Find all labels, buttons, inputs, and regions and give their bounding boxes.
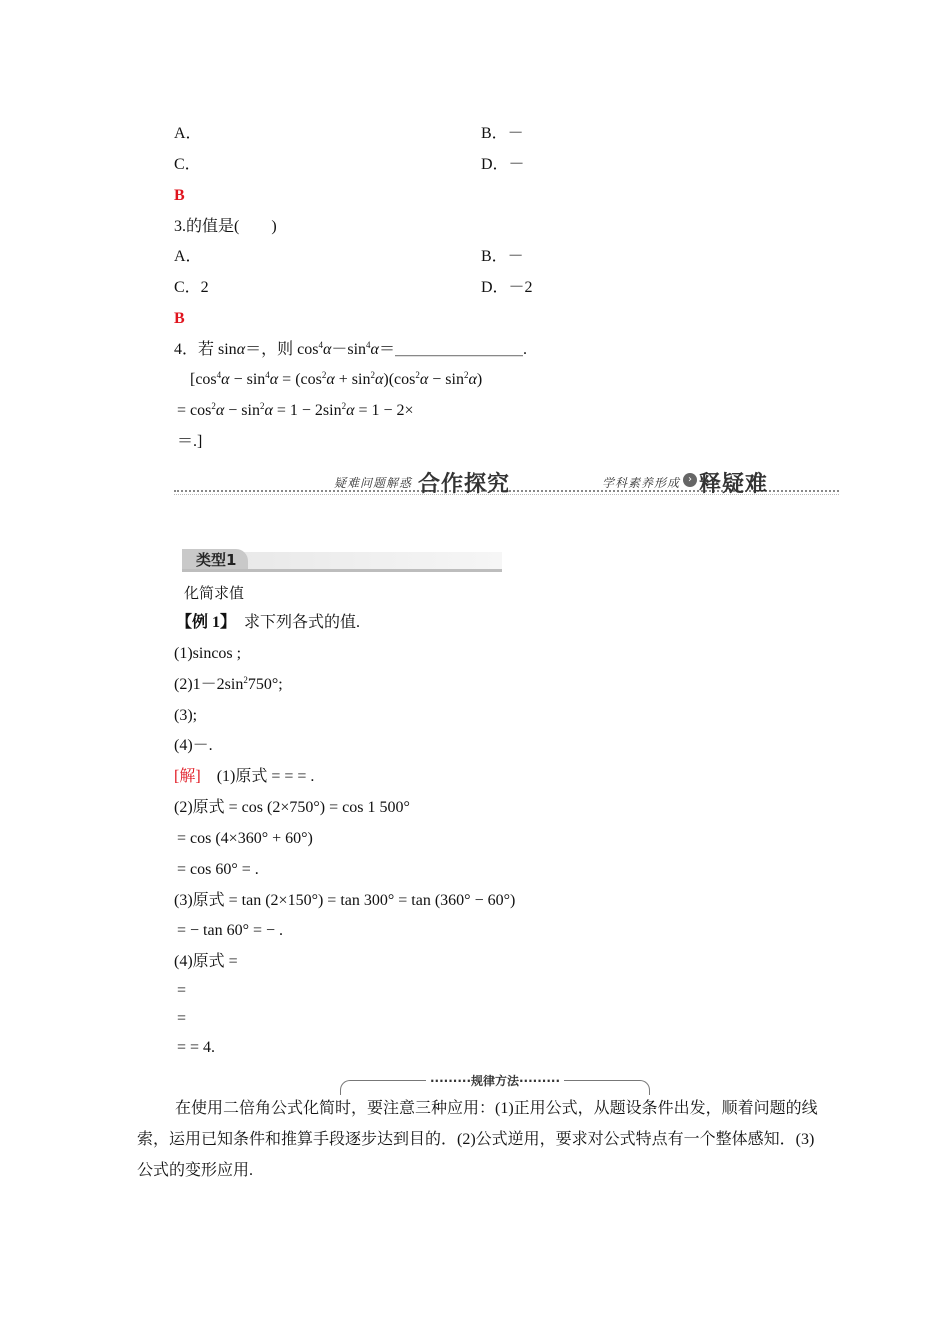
- example-label: 【例 1】: [176, 614, 229, 631]
- q2-option-b: B．－: [481, 125, 524, 142]
- example-item-1: (1)sincos ;: [174, 645, 242, 662]
- solution-line-4b: =: [177, 982, 187, 999]
- q2-option-d: D．－: [481, 156, 525, 173]
- section-banner: [174, 466, 839, 500]
- q3-option-c: C．2: [174, 279, 209, 296]
- q2-option-c: C．: [174, 156, 201, 173]
- solution-line-3b: = − tan 60° = − .: [177, 922, 284, 939]
- q4-solution-line2: = $\cos^2\alpha - \sin^2\alpha = 1 - 2\sin^2\alpha = 1 - 2\times$: [177, 401, 414, 419]
- solution-line-4a: (4)原式 =: [174, 953, 238, 970]
- q3-answer: B: [174, 310, 185, 327]
- banner-right-subtitle: 学科素养形成: [602, 476, 681, 490]
- banner-left-subtitle: 疑难问题解惑: [334, 476, 413, 490]
- chevron-right-icon: ›: [683, 473, 697, 487]
- solution-line-2a: (2)原式 = cos (2×750°) = cos 1 500°: [174, 799, 410, 816]
- solution-line-1: [解] (1)原式 = = = .: [174, 768, 315, 785]
- q4-stem: 4．若 sinα＝，则 $\cos^4\alpha-\sin^4\alpha=\_\_\_\_\_\_\_\_$.: [174, 340, 527, 358]
- solution-line-4c: =: [177, 1010, 187, 1027]
- example-item-4: (4)－.: [174, 737, 213, 754]
- q3-option-b: B．－: [481, 248, 524, 265]
- example-prompt: 求下列各式的值.: [244, 614, 361, 631]
- solution-line-3a: (3)原式 = tan (2×150°) = tan 300° = tan (360° − 60°): [174, 892, 516, 909]
- type-title: 化简求值: [184, 584, 245, 602]
- q2-answer: B: [174, 187, 185, 204]
- solution-line-2b: = cos (4×360° + 60°): [177, 830, 313, 847]
- q3-stem: 3.的值是( ): [174, 218, 277, 235]
- type-header-bar: [182, 552, 502, 572]
- q4-solution-line1: [$\cos^4\alpha - \sin^4\alpha = (\cos^2\alpha + \sin^2\alpha)(\cos^2\alpha - \sin^2\alpha)$: [190, 370, 483, 388]
- example-item-3: (3);: [174, 707, 198, 724]
- example-heading: [176, 613, 360, 633]
- type-tab: [182, 549, 248, 569]
- example-item-2: $(2)1-2\sin^2750^\circ$;: [174, 675, 283, 693]
- solution-line-2c: = cos 60° = .: [177, 861, 259, 878]
- method-paragraph: 在使用二倍角公式化简时，要注意三种应用：(1)正用公式，从题设条件出发，顺着问题的线索，运用已知条件和推算手段逐步达到目的．(2)公式逆用，要求对公式特点有一个整体感知．(3)公式的变形应用.: [137, 1100, 818, 1179]
- q4-solution-line3: ＝.]: [177, 433, 203, 450]
- solution-tag: [解]: [174, 768, 201, 785]
- banner-title-left: 合作探究: [418, 472, 511, 497]
- banner-title-right: 释疑难: [699, 472, 769, 497]
- q3-option-a: A．: [174, 248, 202, 265]
- type-label: 类型1: [196, 551, 237, 569]
- method-label: ·········规律方法·········: [426, 1074, 564, 1088]
- solution-line-4d: = = 4.: [177, 1039, 216, 1056]
- q2-option-a: A．: [174, 125, 202, 142]
- q3-option-d: D．－2: [481, 279, 533, 296]
- method-divider: [340, 1072, 650, 1094]
